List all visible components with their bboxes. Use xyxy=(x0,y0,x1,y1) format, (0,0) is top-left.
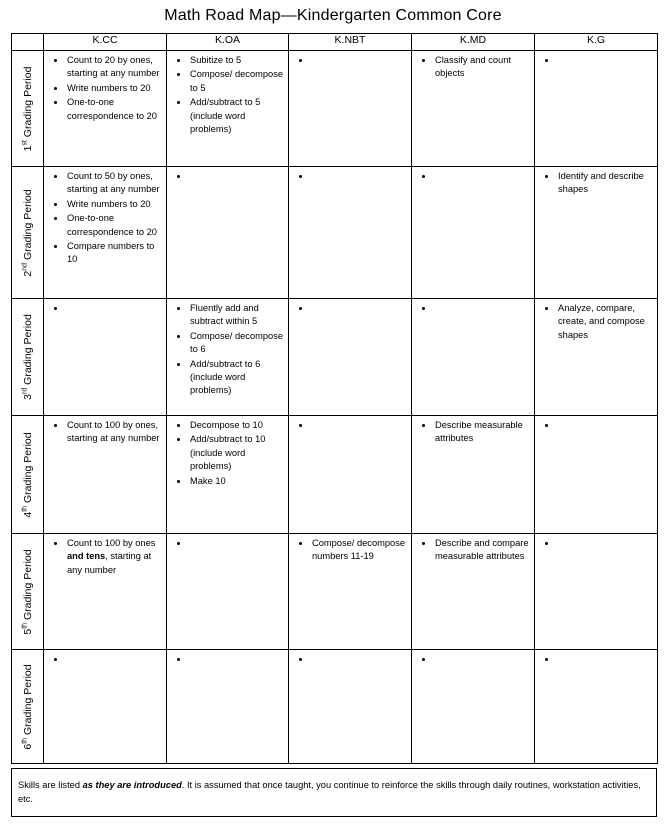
skill-list xyxy=(44,537,166,577)
grading-period-row xyxy=(12,167,658,299)
skill-list xyxy=(535,54,657,67)
skill-cell-kmd xyxy=(412,534,535,650)
skill-list xyxy=(44,54,166,123)
skill-list xyxy=(44,170,166,267)
skill-item: • One-to-one correspondence to 20 xyxy=(66,96,166,123)
period-label-text: Grading Period xyxy=(21,188,34,263)
skill-list xyxy=(412,653,534,666)
skill-item xyxy=(557,54,657,67)
period-number: 2 xyxy=(21,270,34,277)
skill-item xyxy=(311,54,411,67)
skill-item: • Count to 20 by ones, starting at any number xyxy=(66,54,166,81)
skill-item: • Add/subtract to 5 (include word problems) xyxy=(189,96,288,136)
period-ordinal-suffix: st xyxy=(21,139,28,146)
skill-list xyxy=(289,653,411,666)
skill-list xyxy=(167,419,288,488)
skill-list xyxy=(167,653,288,666)
period-label-text: Grading Period xyxy=(21,548,34,623)
skill-cell-kmd xyxy=(412,299,535,416)
skill-list xyxy=(535,170,657,197)
grading-period-row xyxy=(12,534,658,650)
period-ordinal-suffix: rd xyxy=(21,387,28,394)
page-title: Math Road Map—Kindergarten Common Core xyxy=(164,7,502,24)
skill-list xyxy=(289,302,411,315)
skill-item: • One-to-one correspondence to 20 xyxy=(66,212,166,239)
skill-cell-knbt xyxy=(289,534,412,650)
skill-cell-kcc xyxy=(44,650,167,764)
skill-item: • Add/subtract to 6 (include word problems) xyxy=(189,358,288,398)
skill-list xyxy=(167,54,288,136)
skill-list xyxy=(44,419,166,446)
skill-cell-koa xyxy=(167,416,289,534)
skill-list xyxy=(289,54,411,67)
grading-period-label-cell xyxy=(12,416,44,534)
skill-cell-kcc xyxy=(44,416,167,534)
skill-list xyxy=(167,537,288,550)
header-row xyxy=(12,34,658,51)
column-header-kcc: K.CC xyxy=(44,34,167,51)
period-number: 6 xyxy=(21,743,34,750)
period-number: 1 xyxy=(21,145,34,151)
skill-list xyxy=(412,54,534,81)
period-number: 3 xyxy=(21,393,34,400)
skill-cell-kg xyxy=(535,167,658,299)
grading-period-label xyxy=(22,432,34,517)
skill-item xyxy=(311,170,411,183)
skill-cell-kmd xyxy=(412,650,535,764)
skill-item: • Compare numbers to 10 xyxy=(66,240,166,267)
skill-item xyxy=(189,170,288,183)
skill-item xyxy=(189,653,288,666)
skill-item xyxy=(311,302,411,315)
skill-list xyxy=(289,419,411,432)
skill-item xyxy=(434,170,534,183)
skill-cell-kg xyxy=(535,51,658,167)
skill-item: • Analyze, compare, create, and compose shapes xyxy=(557,302,657,342)
grading-period-label xyxy=(22,66,34,151)
period-number: 5 xyxy=(21,628,34,635)
skill-item xyxy=(557,653,657,666)
skill-list xyxy=(412,537,534,564)
footer-note xyxy=(11,768,657,817)
grading-period-label-cell xyxy=(12,51,44,167)
skill-item: • Make 10 xyxy=(189,475,288,488)
skill-cell-knbt xyxy=(289,416,412,534)
skill-list xyxy=(412,419,534,446)
period-ordinal-suffix: th xyxy=(21,622,28,629)
skill-item xyxy=(557,537,657,550)
skill-list xyxy=(535,302,657,342)
grading-period-label xyxy=(22,549,34,634)
skill-item: • Count to 50 by ones, starting at any number xyxy=(66,170,166,197)
skill-item: • Count to 100 by ones, starting at any number xyxy=(66,419,166,446)
column-header-koa: K.OA xyxy=(167,34,289,51)
skill-item: • Write numbers to 20 xyxy=(66,82,166,95)
skill-item: • Describe measurable attributes xyxy=(434,419,534,446)
emphasis-text: and tens xyxy=(67,551,106,562)
grading-period-label-cell xyxy=(12,167,44,299)
skill-cell-koa xyxy=(167,51,289,167)
skill-cell-knbt xyxy=(289,299,412,416)
grading-period-label xyxy=(22,314,34,400)
skill-item xyxy=(557,419,657,432)
skill-item: • Classify and count objects xyxy=(434,54,534,81)
skill-list xyxy=(535,537,657,550)
skill-cell-kg xyxy=(535,416,658,534)
grading-period-row xyxy=(12,650,658,764)
grading-period-row xyxy=(12,51,658,167)
skill-item: • Decompose to 10 xyxy=(189,419,288,432)
period-label-text: Grading Period xyxy=(21,431,34,506)
grading-period-row xyxy=(12,416,658,534)
skill-cell-kg xyxy=(535,299,658,416)
skill-cell-kmd xyxy=(412,51,535,167)
skill-cell-kcc xyxy=(44,299,167,416)
skill-list xyxy=(535,653,657,666)
skill-item: • Fluently add and subtract within 5 xyxy=(189,302,288,329)
skill-item: • Compose/ decompose to 6 xyxy=(189,330,288,357)
skill-item: • Describe and compare measurable attributes xyxy=(434,537,534,564)
grading-period-label xyxy=(22,664,34,749)
skill-list xyxy=(289,537,411,564)
skill-cell-knbt xyxy=(289,650,412,764)
grading-period-row xyxy=(12,299,658,416)
skill-item: • Write numbers to 20 xyxy=(66,198,166,211)
skill-list xyxy=(412,170,534,183)
skill-list xyxy=(167,302,288,398)
skill-list xyxy=(535,419,657,432)
skill-cell-kmd xyxy=(412,167,535,299)
column-header-kg: K.G xyxy=(535,34,658,51)
footer-emphasis: as they are introduced xyxy=(82,780,182,790)
grading-period-label-cell xyxy=(12,650,44,764)
skill-cell-kg xyxy=(535,534,658,650)
skill-item: • Subitize to 5 xyxy=(189,54,288,67)
footer-prefix: Skills are listed xyxy=(18,780,83,790)
column-header-kmd: K.MD xyxy=(412,34,535,51)
skill-item xyxy=(434,302,534,315)
skill-cell-kg xyxy=(535,650,658,764)
road-map-table xyxy=(11,33,658,764)
skill-cell-knbt xyxy=(289,167,412,299)
period-label-text: Grading Period xyxy=(21,663,34,738)
grading-period-label-cell xyxy=(12,534,44,650)
skill-item xyxy=(66,653,166,666)
skill-cell-kcc xyxy=(44,51,167,167)
footer-suffix: . It is assumed that once taught, you continue to reinforce the skills through daily routines, workstation activities, etc. xyxy=(18,780,641,804)
grading-period-label-cell xyxy=(12,299,44,416)
skill-item xyxy=(311,653,411,666)
period-ordinal-suffix: th xyxy=(21,737,28,744)
period-label-text: Grading Period xyxy=(21,66,34,140)
skill-cell-koa xyxy=(167,167,289,299)
skill-list xyxy=(44,653,166,666)
skill-cell-kcc xyxy=(44,167,167,299)
grading-period-label xyxy=(22,189,34,276)
skill-cell-koa xyxy=(167,299,289,416)
period-label-text: Grading Period xyxy=(21,314,34,388)
period-ordinal-suffix: th xyxy=(21,505,28,512)
skill-list xyxy=(412,302,534,315)
period-ordinal-suffix: nd xyxy=(21,262,28,271)
skill-cell-kcc xyxy=(44,534,167,650)
skill-cell-kmd xyxy=(412,416,535,534)
skill-cell-koa xyxy=(167,534,289,650)
corner-cell xyxy=(12,34,44,51)
skill-item: • Count to 100 by ones and tens, starting at any number xyxy=(66,537,166,577)
skill-item xyxy=(311,419,411,432)
skill-list xyxy=(44,302,166,315)
skill-cell-knbt xyxy=(289,51,412,167)
skill-item xyxy=(66,302,166,315)
skill-cell-koa xyxy=(167,650,289,764)
skill-item xyxy=(434,653,534,666)
skill-list xyxy=(289,170,411,183)
column-header-knbt: K.NBT xyxy=(289,34,412,51)
skill-list xyxy=(167,170,288,183)
skill-item xyxy=(189,537,288,550)
skill-item: • Add/subtract to 10 (include word problems) xyxy=(189,433,288,473)
skill-item: • Compose/ decompose numbers 11-19 xyxy=(311,537,411,564)
skill-item: • Compose/ decompose to 5 xyxy=(189,68,288,95)
skill-item: • Identify and describe shapes xyxy=(557,170,657,197)
period-number: 4 xyxy=(21,511,34,518)
